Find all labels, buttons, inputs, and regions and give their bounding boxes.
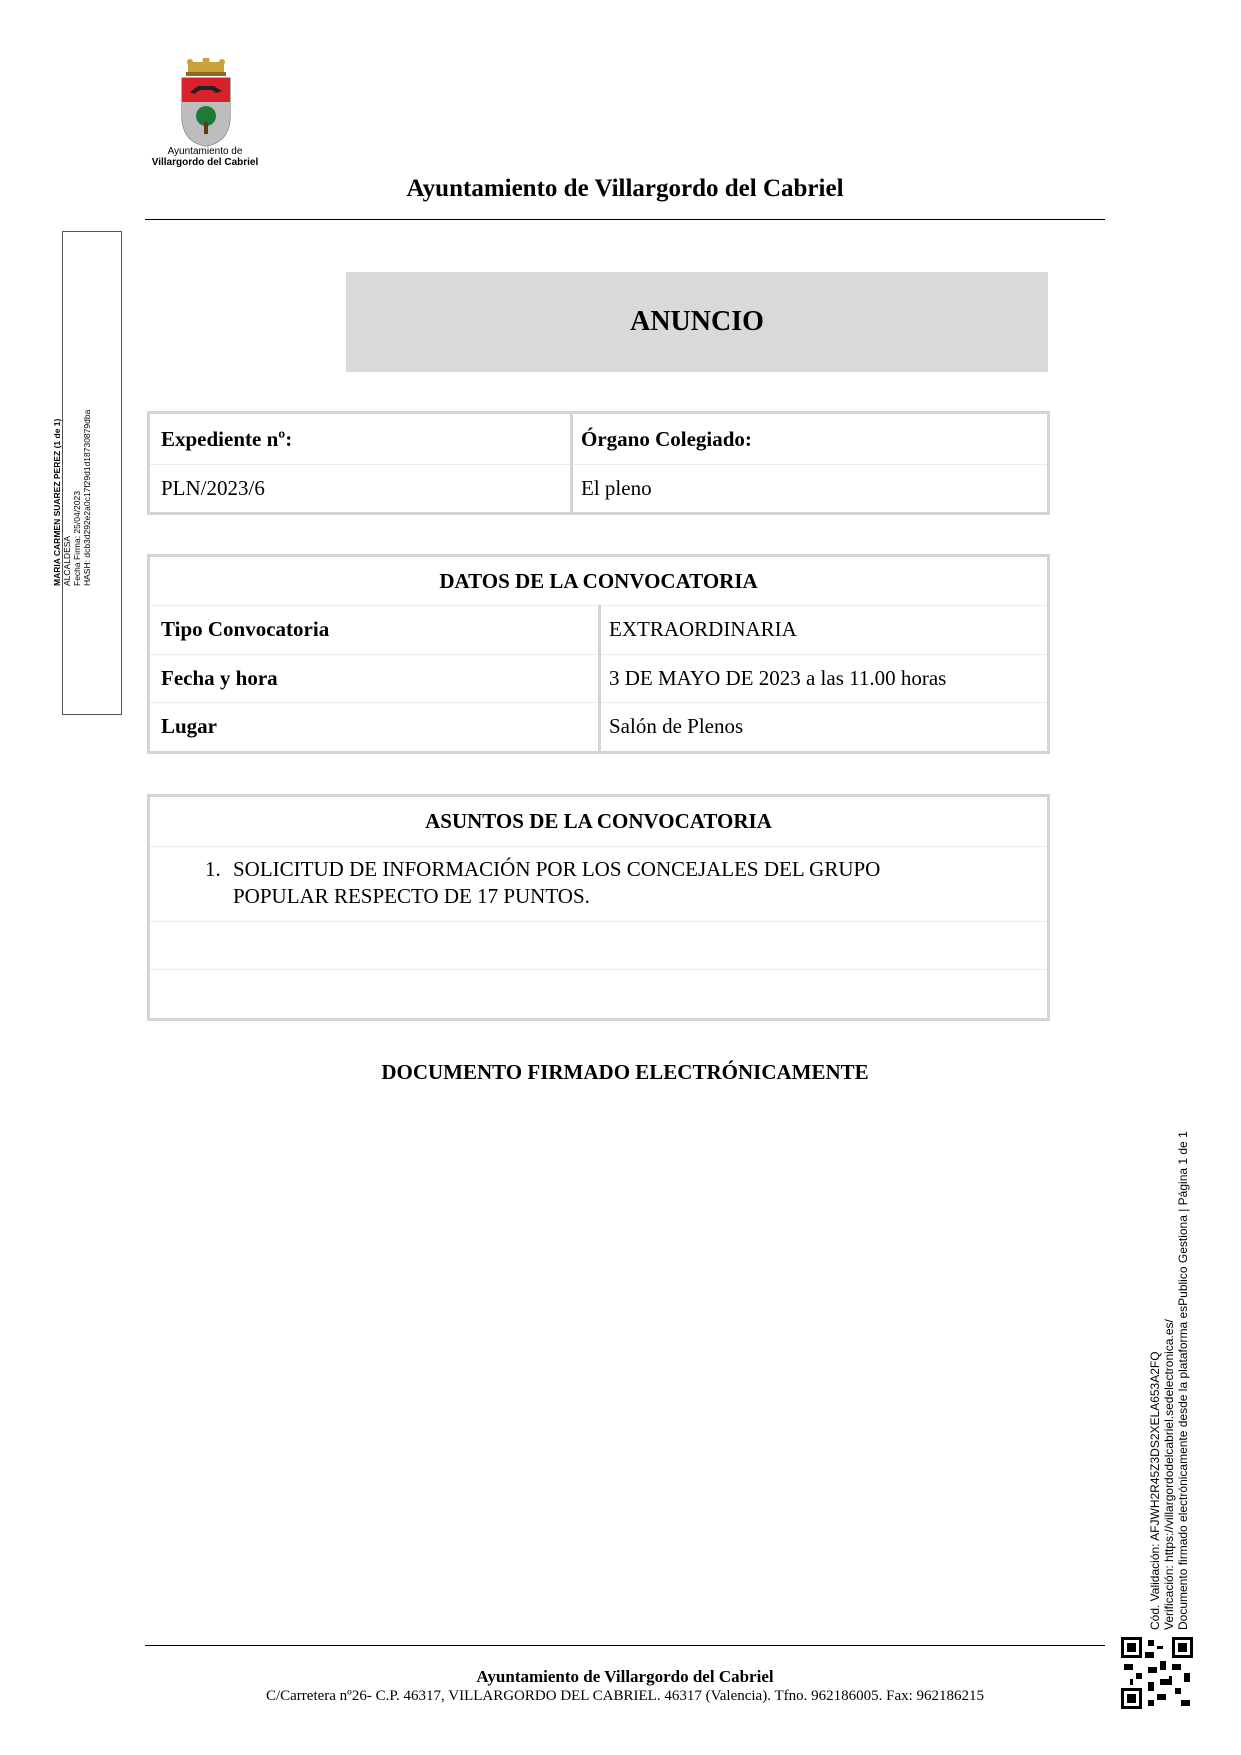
asuntos-title: ASUNTOS DE LA CONVOCATORIA	[425, 809, 772, 833]
expediente-table	[147, 411, 1050, 515]
tipo-label: Tipo Convocatoria	[161, 617, 330, 641]
lugar-label: Lugar	[161, 714, 218, 738]
signature-hash: HASH: dcb3d292e2a0c17f29d1d18730879dba	[82, 409, 92, 586]
expediente-header: Expediente nº:	[161, 426, 293, 451]
anuncio-banner	[346, 272, 1048, 372]
expediente-value: PLN/2023/6	[161, 475, 265, 500]
signature-date: Fecha Firma: 25/04/2023	[72, 491, 82, 586]
asunto-text: SOLICITUD DE INFORMACIÓN POR LOS CONCEJALES DEL GRUPO POPULAR RESPECTO DE 17 PUNTOS.	[233, 857, 881, 908]
signer-name: MARIA CARMEN SUAREZ PEREZ (1 de 1)	[52, 418, 62, 586]
logo-caption	[138, 146, 272, 168]
validation-code: Cód. Validación: AFJWH2R45Z3DS2XELA653A2FQ	[1148, 1351, 1162, 1630]
asunto-number: 1.	[205, 857, 221, 881]
signer-role: ALCALDESA	[62, 535, 72, 586]
footer-address: C/Carretera nº26- C.P. 46317, VILLARGORDO DEL CABRIEL. 46317 (Valencia). Tfno. 962186005. Fax: 962186215	[265, 1688, 985, 1704]
table-row	[150, 414, 1047, 465]
tipo-value: EXTRAORDINARIA	[609, 617, 797, 641]
datos-title: DATOS DE LA CONVOCATORIA	[439, 568, 758, 593]
verification-url: Verificación: https://villargordodelcabriel.sedelectronica.es/	[1162, 1319, 1176, 1630]
fecha-label: Fecha y hora	[161, 665, 278, 690]
column-divider	[570, 414, 573, 512]
qr-code-icon	[1121, 1637, 1193, 1709]
platform-note: Documento firmado electrónicamente desde la plataforma esPublico Gestiona | Página 1 de 1	[1176, 1131, 1190, 1630]
table-title-row	[150, 797, 1047, 847]
footer-name: Ayuntamiento de Villargordo del Cabriel	[476, 1667, 774, 1686]
empty-row	[150, 969, 1047, 1018]
logo-caption-line2: Villargordo del Cabriel	[151, 157, 259, 168]
signed-document-note: DOCUMENTO FIRMADO ELECTRÓNICAMENTE	[381, 1060, 869, 1084]
table-row	[150, 464, 1047, 512]
column-divider	[598, 605, 601, 751]
signature-text	[52, 366, 92, 586]
footer-divider	[145, 1645, 1105, 1646]
page-header-title: Ayuntamiento de Villargordo del Cabriel	[406, 175, 844, 202]
empty-row	[150, 921, 1047, 970]
coat-of-arms-logo	[176, 58, 236, 148]
list-item	[150, 846, 1047, 922]
logo-caption-line1: Ayuntamiento de	[167, 146, 243, 157]
datos-convocatoria-table	[147, 554, 1050, 754]
fecha-value: 3 DE MAYO DE 2023 a las 11.00 horas	[609, 665, 947, 690]
header-divider	[145, 219, 1105, 220]
validation-text	[1148, 1070, 1198, 1630]
organo-header: Órgano Colegiado:	[581, 426, 752, 451]
asuntos-convocatoria-table	[147, 794, 1050, 1021]
table-title-row	[150, 557, 1047, 606]
banner-title: ANUNCIO	[630, 306, 764, 337]
organo-value: El pleno	[581, 475, 652, 500]
lugar-value: Salón de Plenos	[609, 714, 744, 738]
